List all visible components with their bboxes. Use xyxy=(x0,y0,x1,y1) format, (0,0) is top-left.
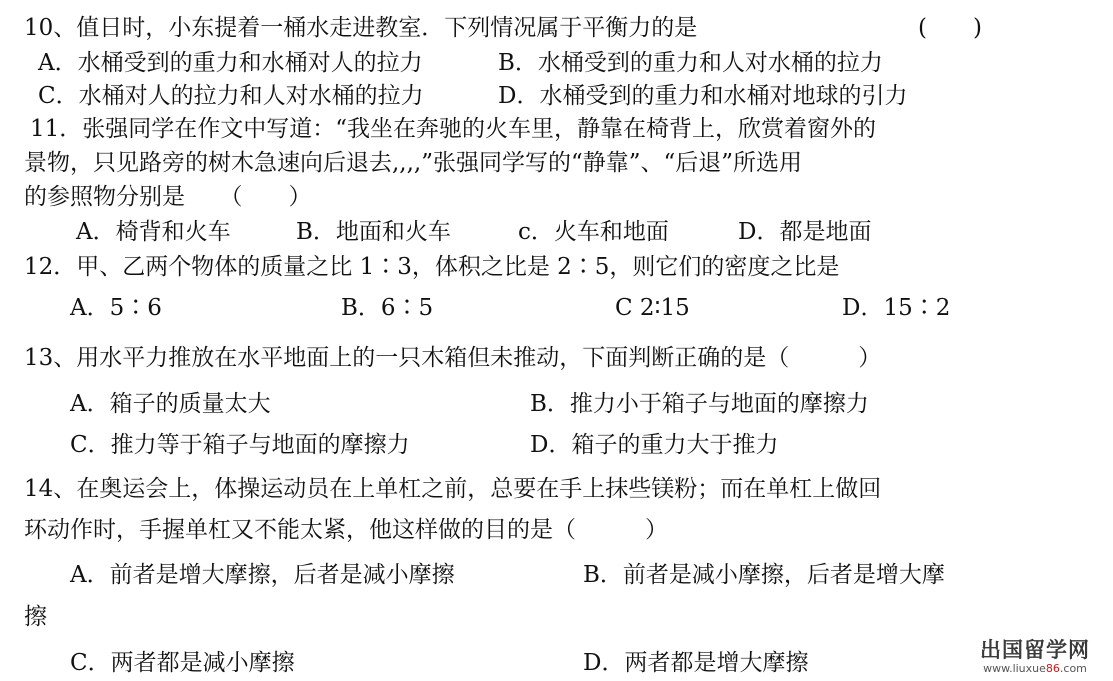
q10-option-c: C．水桶对人的拉力和人对水桶的拉力 xyxy=(38,83,424,109)
q11-option-a: A．椅背和火车 xyxy=(76,219,231,245)
q13-option-a: A．箱子的质量太大 xyxy=(70,391,271,417)
q13-option-c: C．推力等于箱子与地面的摩擦力 xyxy=(70,432,410,458)
watermark-url-suffix: .com xyxy=(1059,662,1087,675)
q10-option-d: D．水桶受到的重力和水桶对地球的引力 xyxy=(498,83,908,109)
q14-option-b-continued: 擦 xyxy=(24,604,47,630)
q12-option-a: A．5∶6 xyxy=(70,295,162,321)
q14-option-a: A．前者是增大摩擦，后者是减小摩擦 xyxy=(70,562,455,588)
q14-option-c: C．两者都是减小摩擦 xyxy=(70,650,295,676)
q12-stem: 12．甲、乙两个物体的质量之比 1∶3，体积之比是 2∶5，则它们的密度之比是 xyxy=(24,254,840,280)
q13-option-b: B．推力小于箱子与地面的摩擦力 xyxy=(530,391,869,417)
q12-option-d: D．15∶2 xyxy=(842,295,951,321)
watermark-text: 出国留学网 xyxy=(980,638,1090,662)
watermark-url xyxy=(971,662,1099,675)
q11-stem-line2: 景物，只见路旁的树木急速向后退去,,,,”张强同学写的“静靠”、“后退”所选用 xyxy=(24,150,803,176)
watermark xyxy=(971,638,1099,675)
q10-option-b: B．水桶受到的重力和人对水桶的拉力 xyxy=(498,50,883,76)
q14-option-d: D．两者都是增大摩擦 xyxy=(583,650,809,676)
q14-stem-line1: 14、在奥运会上，体操运动员在上单杠之前，总要在手上抹些镁粉；而在单杠上做回 xyxy=(24,476,882,502)
q14-stem-line2: 环动作时，手握单杠又不能太紧，他这样做的目的是（ ） xyxy=(24,517,668,543)
q11-option-c: c．火车和地面 xyxy=(518,219,669,245)
q10-stem: 10、值日时，小东提着一桶水走进教室．下列情况属于平衡力的是 xyxy=(24,15,698,41)
watermark-url-number: 86 xyxy=(1045,662,1060,675)
q12-option-c: C 2∶15 xyxy=(615,295,690,321)
q12-option-b: B．6∶5 xyxy=(341,295,434,321)
q10-answer-paren: ( ) xyxy=(918,15,982,41)
q13-option-d: D．箱子的重力大于推力 xyxy=(530,432,779,458)
watermark-url-prefix: www.liuxue xyxy=(983,662,1046,675)
q13-stem: 13、用水平力推放在水平地面上的一只木箱但未推动，下面判断正确的是（ ） xyxy=(24,345,882,371)
q14-option-b: B．前者是减小摩擦，后者是增大摩 xyxy=(583,562,945,588)
q10-option-a: A．水桶受到的重力和水桶对人的拉力 xyxy=(38,50,423,76)
q11-option-d: D．都是地面 xyxy=(738,219,872,245)
q11-stem-line3: 的参照物分别是 （ ） xyxy=(24,184,312,210)
q11-option-b: B．地面和火车 xyxy=(296,219,451,245)
q11-stem-line1: 11．张强同学在作文中写道：“我坐在奔驰的火车里，静靠在椅背上，欣赏着窗外的 xyxy=(30,116,877,142)
